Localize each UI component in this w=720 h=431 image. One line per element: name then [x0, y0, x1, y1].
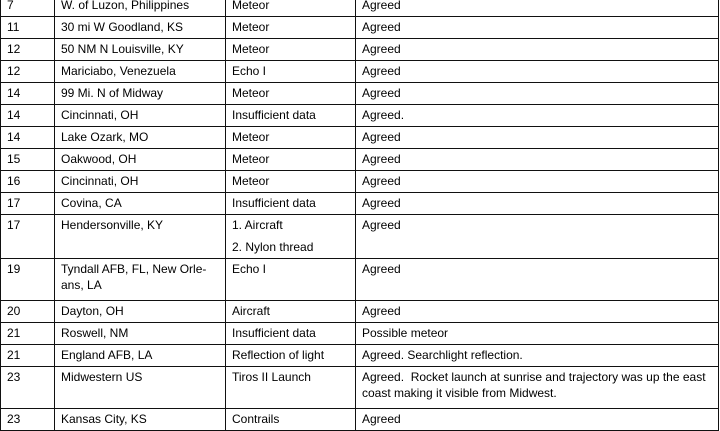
evaluation-cell: Insufficient data [226, 193, 356, 215]
evaluation-cell: Meteor [226, 39, 356, 61]
table-row [1, 83, 719, 105]
location-cell: Kansas City, KS [55, 409, 226, 431]
conclusion-cell: Agreed [356, 215, 719, 259]
date-cell: 21 [1, 345, 55, 367]
date-cell: 14 [1, 83, 55, 105]
date-cell: 19 [1, 259, 55, 301]
location-line: Tyndall AFB, FL, New Orle- [61, 262, 207, 276]
location-cell: 30 mi W Goodland, KS [55, 17, 226, 39]
conclusion-cell: Agreed [356, 193, 719, 215]
table-row [1, 0, 719, 17]
conclusion-cell: Agreed [356, 39, 719, 61]
location-cell: Midwestern US [55, 367, 226, 409]
evaluation-cell: Aircraft [226, 301, 356, 323]
conclusion-cell: Agreed. [356, 105, 719, 127]
evaluation-cell: Meteor [226, 0, 356, 17]
evaluation-cell [226, 215, 356, 259]
evaluation-cell: Meteor [226, 149, 356, 171]
evaluation-cell: Meteor [226, 127, 356, 149]
location-line: ans, LA [61, 278, 102, 292]
evaluation-cell: Reflection of light [226, 345, 356, 367]
evaluation-cell: Insufficient data [226, 323, 356, 345]
location-cell: Oakwood, OH [55, 149, 226, 171]
date-cell: 21 [1, 323, 55, 345]
table-row [1, 345, 719, 367]
conclusion-cell: Agreed [356, 0, 719, 17]
conclusion-line: Agreed. Rocket launch at sunrise and trajectory was up the east [362, 370, 706, 384]
conclusion-cell: Agreed [356, 83, 719, 105]
evaluation-cell: Tiros II Launch [226, 367, 356, 409]
date-cell: 14 [1, 127, 55, 149]
conclusion-cell: Agreed [356, 61, 719, 83]
conclusion-line: coast making it visible from Midwest. [362, 386, 557, 400]
date-cell: 23 [1, 367, 55, 409]
date-cell: 7 [1, 0, 55, 17]
evaluation-cell: Echo I [226, 61, 356, 83]
location-cell: England AFB, LA [55, 345, 226, 367]
date-cell: 11 [1, 17, 55, 39]
location-cell: Cincinnati, OH [55, 105, 226, 127]
conclusion-cell: Agreed [356, 171, 719, 193]
table-row [1, 215, 719, 259]
conclusion-cell: Agreed. Searchlight reflection. [356, 345, 719, 367]
date-cell: 14 [1, 105, 55, 127]
conclusion-cell [356, 367, 719, 409]
date-cell: 12 [1, 39, 55, 61]
date-cell: 17 [1, 193, 55, 215]
conclusion-cell: Agreed [356, 259, 719, 301]
conclusion-cell: Agreed [356, 17, 719, 39]
date-cell: 20 [1, 301, 55, 323]
table-row [1, 367, 719, 409]
table-row [1, 409, 719, 431]
location-cell: W. of Luzon, Philippines [55, 0, 226, 17]
location-cell: Dayton, OH [55, 301, 226, 323]
location-cell: 99 Mi. N of Midway [55, 83, 226, 105]
evaluation-cell: Meteor [226, 171, 356, 193]
evaluation-line: 2. Nylon thread [232, 240, 314, 254]
location-cell: Lake Ozark, MO [55, 127, 226, 149]
table-row [1, 301, 719, 323]
conclusion-cell: Agreed [356, 301, 719, 323]
evaluation-cell: Contrails [226, 409, 356, 431]
location-cell: 50 NM N Louisville, KY [55, 39, 226, 61]
conclusion-cell: Agreed [356, 149, 719, 171]
conclusion-cell: Agreed [356, 409, 719, 431]
table-row [1, 323, 719, 345]
location-cell: Covina, CA [55, 193, 226, 215]
table-row [1, 105, 719, 127]
table-row [1, 39, 719, 61]
table-row [1, 193, 719, 215]
location-cell [55, 259, 226, 301]
date-cell: 15 [1, 149, 55, 171]
evaluation-cell: Insufficient data [226, 105, 356, 127]
location-cell: Mariciabo, Venezuela [55, 61, 226, 83]
location-cell: Hendersonville, KY [55, 215, 226, 259]
evaluation-line: 1. Aircraft [232, 218, 283, 232]
location-cell: Cincinnati, OH [55, 171, 226, 193]
location-cell: Roswell, NM [55, 323, 226, 345]
evaluation-cell: Meteor [226, 83, 356, 105]
evaluation-cell: Echo I [226, 259, 356, 301]
table-row [1, 61, 719, 83]
conclusion-cell: Agreed [356, 127, 719, 149]
table-row [1, 127, 719, 149]
date-cell: 23 [1, 409, 55, 431]
date-cell: 12 [1, 61, 55, 83]
table-row [1, 149, 719, 171]
date-cell: 17 [1, 215, 55, 259]
table-row [1, 171, 719, 193]
date-cell: 16 [1, 171, 55, 193]
evaluation-cell: Meteor [226, 17, 356, 39]
conclusion-cell: Possible meteor [356, 323, 719, 345]
table-row [1, 259, 719, 301]
table-row [1, 17, 719, 39]
